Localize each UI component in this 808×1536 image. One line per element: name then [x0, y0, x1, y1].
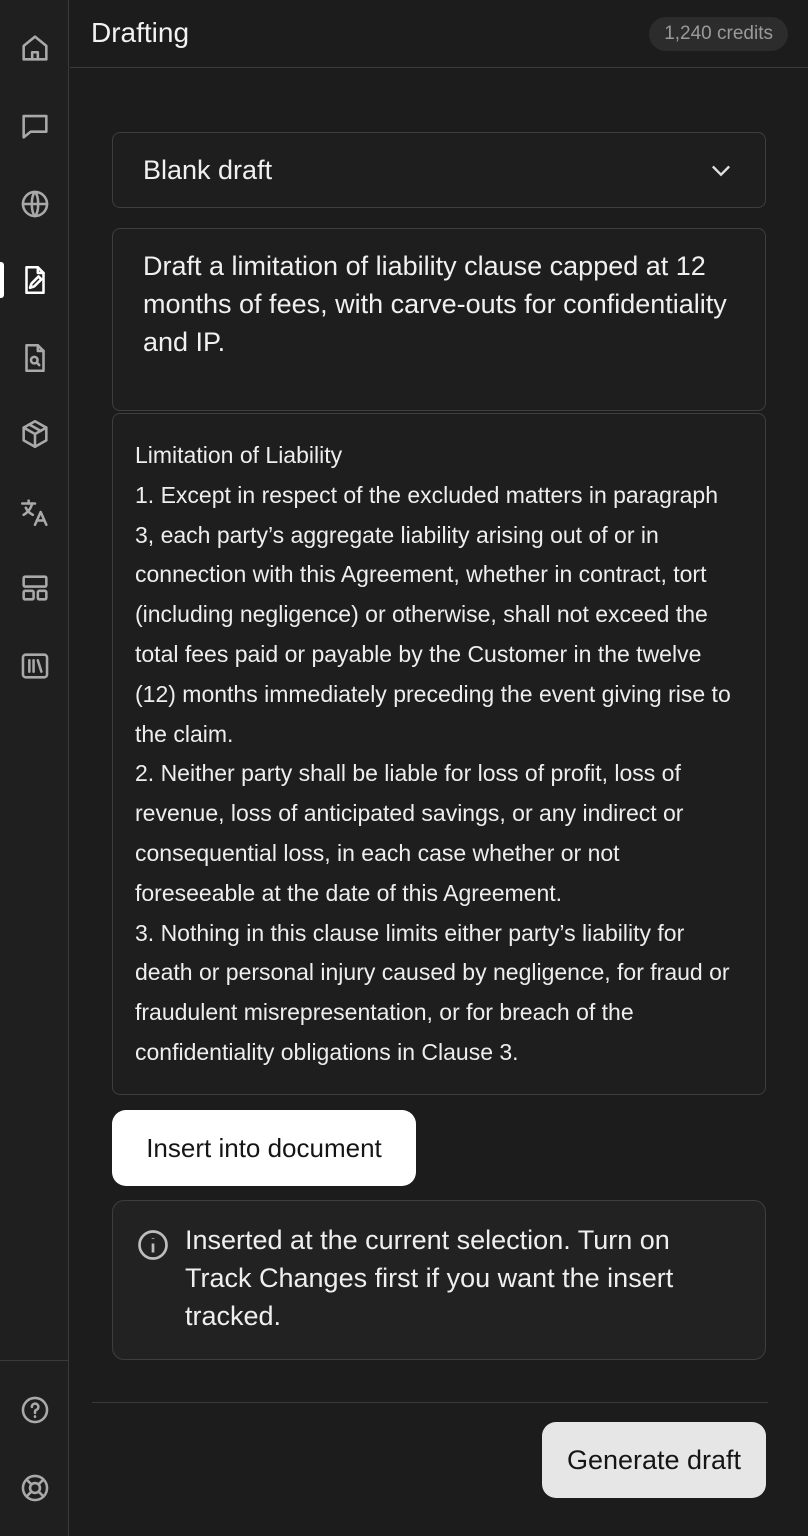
help-circle-icon — [18, 1393, 52, 1427]
translate-icon — [18, 495, 52, 529]
prompt-input[interactable] — [112, 228, 766, 411]
lifebuoy-icon — [18, 1471, 52, 1505]
home-icon — [18, 31, 52, 65]
sidebar-divider — [0, 1360, 68, 1361]
sidebar-item-review[interactable] — [0, 328, 69, 388]
insert-into-document-button[interactable]: Insert into document — [112, 1110, 416, 1186]
draft-result-heading: Limitation of Liability — [135, 442, 343, 468]
sidebar-nav — [0, 0, 69, 1536]
layout-icon — [18, 571, 52, 605]
footer-divider — [92, 1402, 768, 1403]
info-icon — [135, 1227, 171, 1263]
sidebar-item-web[interactable] — [0, 174, 69, 234]
chevron-down-icon — [707, 156, 735, 184]
document-edit-icon — [18, 263, 52, 297]
sidebar-item-templates[interactable] — [0, 558, 69, 618]
top-bar — [70, 0, 808, 68]
page-title: Drafting — [91, 17, 190, 48]
chat-bubble-icon — [18, 109, 52, 143]
sidebar-item-home[interactable] — [0, 18, 69, 78]
generate-draft-button[interactable]: Generate draft — [542, 1422, 766, 1498]
draft-result-paragraph: 2. Neither party shall be liable for loss of profit, loss of revenue, loss of anticipated savings, or any indirect or consequential loss, in each case whether or not foreseeable at the date of this Agreement. — [135, 760, 684, 906]
sidebar-item-chat[interactable] — [0, 96, 69, 156]
insert-notice-text: Inserted at the current selection. Turn on Track Changes first if you want the insert tracked. — [185, 1225, 674, 1331]
sidebar-item-library[interactable] — [0, 636, 69, 696]
cube-icon — [18, 417, 52, 451]
insert-notice — [112, 1200, 766, 1360]
sidebar-item-drafting[interactable] — [0, 250, 69, 310]
sidebar-item-help[interactable] — [0, 1380, 69, 1440]
draft-result-paragraph: 1. Except in respect of the excluded matters in paragraph 3, each party’s aggregate liability arising out of or in connection with this Agreement, whether in contract, tort (including negligence) or otherwise, shall not exceed the total fees paid or payable by the Customer in the twelve (12) months immediately preceding the event giving rise to the claim. — [135, 481, 731, 747]
sidebar-item-packages[interactable] — [0, 404, 69, 464]
sidebar-item-translate[interactable] — [0, 482, 69, 542]
library-icon — [18, 649, 52, 683]
globe-icon — [18, 187, 52, 221]
template-dropdown[interactable] — [112, 132, 766, 208]
draft-result-paragraph: 3. Nothing in this clause limits either party’s liability for death or personal injury caused by negligence, for fraud or fraudulent misrepresentation, or for breach of the confidentiality obligations in Clause 3. — [135, 919, 730, 1065]
sidebar-item-support[interactable] — [0, 1458, 69, 1518]
document-search-icon — [18, 341, 52, 375]
template-dropdown-value: Blank draft — [143, 154, 273, 185]
credits-badge: 1,240 credits — [649, 17, 788, 51]
draft-result-panel — [112, 413, 766, 1095]
